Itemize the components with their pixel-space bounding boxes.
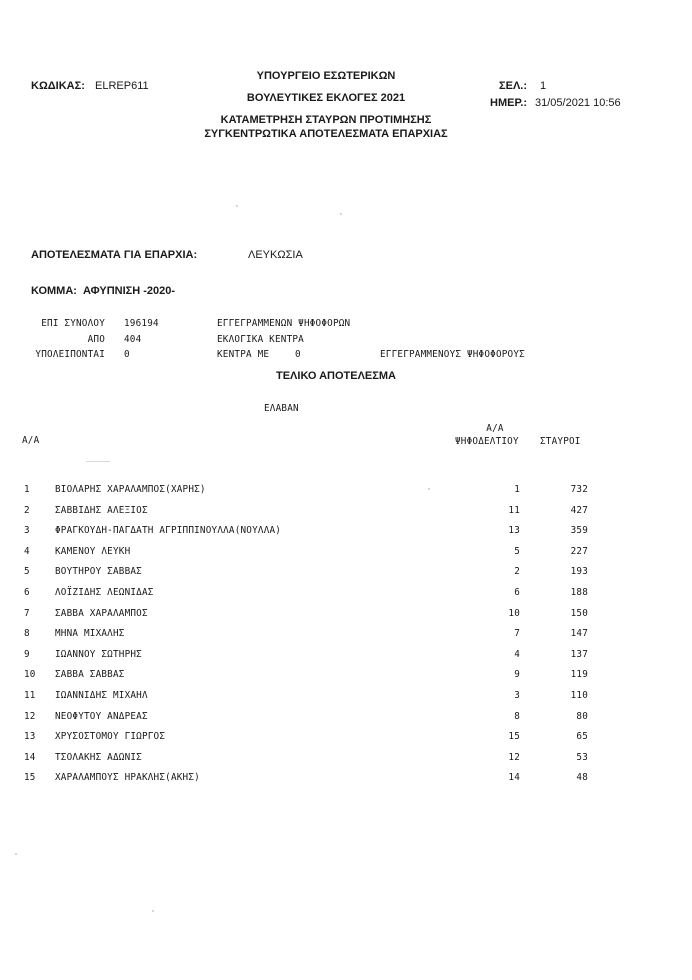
scan-speck [340,213,342,215]
table-row [0,649,692,665]
total-desc: ΕΓΓΕΓΡΑΜΜΕΝΩΝ ΨΗΦΟΦΟΡΩΝ [217,318,351,329]
row-number: 14 [24,751,36,763]
table-row [0,772,692,788]
row-number: 15 [24,772,36,784]
table-row [0,669,692,685]
ballot-number: 4 [514,648,520,660]
candidate-name: ΛΟΪΖΙΔΗΣ ΛΕΩΝΙΔΑΣ [55,587,154,598]
row-number: 13 [24,731,36,743]
final-result-title: ΤΕΛΙΚΟ ΑΠΟΤΕΛΕΣΜΑ [276,370,396,382]
row-number: 4 [24,545,30,557]
row-number: 5 [24,566,30,578]
ballot-number: 6 [514,587,520,598]
election-title: ΒΟΥΛΕΥΤΙΚΕΣ ΕΚΛΟΓΕΣ 2021 [246,92,406,104]
row-number: 9 [24,648,30,660]
centers-value: 0 [295,349,301,360]
vote-count: 150 [570,607,588,619]
remaining-label: ΥΠΟΛΕΙΠΟΝΤΑΙ [35,349,105,360]
table-row [0,525,692,541]
vote-count: 53 [576,751,588,763]
ballot-number: 9 [514,669,520,681]
row-number: 1 [24,484,30,495]
table-row [0,752,692,768]
ballot-number: 10 [508,607,520,619]
vote-count: 110 [570,690,588,701]
candidate-name: ΣΑΒΒΙΔΗΣ ΑΛΕΞΙΟΣ [55,504,148,516]
date-value: 31/05/2021 10:56 [535,97,621,109]
from-value: 404 [124,334,142,345]
ballot-number: 12 [508,751,520,763]
summary-title: ΣΥΓΚΕΝΤΡΩΤΙΚΑ ΑΠΟΤΕΛΕΣΜΑΤΑ ΕΠΑΡΧΙΑΣ [204,128,448,140]
party-value: ΑΦΥΠΝΙΣΗ -2020- [83,285,176,297]
table-row [0,546,692,562]
vote-count: 193 [570,566,588,578]
table-row [0,628,692,644]
vote-count: 427 [570,504,588,516]
vote-count: 227 [570,545,588,557]
page-value: 1 [540,80,547,92]
candidate-name: ΣΑΒΒΑ ΣΑΒΒΑΣ [55,669,125,681]
row-number: 10 [24,669,36,681]
vote-count: 137 [570,648,588,660]
row-number: 2 [24,504,30,516]
candidate-name: ΧΑΡΑΛΑΜΠΟΥΣ ΗΡΑΚΛΗΣ(ΑΚΗΣ) [55,772,200,784]
scan-speck [152,910,154,912]
table-row [0,711,692,727]
from-desc: ΕΚΛΟΓΙΚΑ ΚΕΝΤΡΑ [217,334,304,345]
vote-count: 732 [570,484,588,495]
row-number: 3 [24,525,30,537]
candidate-name: ΦΡΑΓΚΟΥΔΗ-ΠΑΓΔΑΤΗ ΑΓΡΙΠΠΙΝΟΥΛΛΑ(ΝΟΥΛΛΑ) [55,525,282,537]
count-title: ΚΑΤΑΜΕΤΡΗΣΗ ΣΤΑΥΡΩΝ ΠΡΟΤΙΜΗΣΗΣ [220,114,432,126]
party-label: ΚΟΜΜΑ: [31,285,77,297]
scan-speck [428,488,430,490]
vote-count: 65 [576,731,588,743]
district-value: ΛΕΥΚΩΣΙΑ [248,249,303,261]
district-label: ΑΠΟΤΕΛΕΣΜΑΤΑ ΓΙΑ ΕΠΑΡΧΙΑ: [31,249,198,261]
candidate-name: ΙΩΑΝΝΟΥ ΣΩΤΗΡΗΣ [55,648,142,660]
table-row [0,587,692,603]
code-value: ELREP611 [95,80,149,92]
vote-count: 119 [570,669,588,681]
centers-label: ΚΕΝΤΡΑ ΜΕ [217,349,270,360]
centers-desc: ΕΓΓΕΓΡΑΜΜΕΝΟΥΣ ΨΗΦΟΦΟΡΟΥΣ [380,349,525,360]
remaining-value: 0 [124,349,130,360]
candidate-name: ΚΑΜΕΝΟΥ ΛΕΥΚΗ [55,545,131,557]
ballot-number: 7 [514,628,520,640]
table-row [0,731,692,747]
date-label: ΗΜΕΡ.: [490,97,528,109]
table-row [0,608,692,624]
scan-mark [86,461,110,462]
row-number: 8 [24,628,30,640]
ballot-number: 8 [514,710,520,722]
ballot-number: 14 [508,772,520,784]
vote-count: 359 [570,525,588,537]
candidate-name: ΤΣΟΛΑΚΗΣ ΑΔΩΝΙΣ [55,751,142,763]
candidate-name: ΝΕΟΦΥΤΟΥ ΑΝΔΡΕΑΣ [55,710,148,722]
row-number: 11 [24,690,36,701]
candidate-name: ΜΗΝΑ ΜΙΧΑΛΗΣ [55,628,125,640]
ministry-title: ΥΠΟΥΡΓΕΙΟ ΕΣΩΤΕΡΙΚΩΝ [256,70,396,82]
ballot-number: 13 [508,525,520,537]
ballot-number: 2 [514,566,520,578]
scan-speck [15,853,17,855]
col-aa-header: Α/Α [22,435,40,446]
vote-count: 48 [576,772,588,784]
page-label: ΣΕΛ.: [499,80,527,92]
table-row [0,484,692,500]
received-label: ΕΛΑΒΑΝ [264,403,299,414]
col-ballot-header-top: Α/Α [486,423,504,434]
table-row [0,566,692,582]
col-votes-header: ΣΤΑΥΡΟΙ [540,436,581,447]
row-number: 12 [24,710,36,722]
code-label: ΚΩΔΙΚΑΣ: [31,80,85,92]
ballot-number: 11 [508,504,520,516]
vote-count: 188 [570,587,588,598]
ballot-number: 5 [514,545,520,557]
table-row [0,690,692,706]
from-label: ΑΠΟ [87,334,105,345]
ballot-number: 1 [514,484,520,495]
ballot-number: 3 [514,690,520,701]
total-value: 196194 [124,318,159,329]
scan-speck [236,205,238,207]
total-label: ΕΠΙ ΣΥΝΟΛΟΥ [41,318,105,329]
candidate-name: ΒΟΥΤΗΡΟΥ ΣΑΒΒΑΣ [55,566,142,578]
candidate-name: ΣΑΒΒΑ ΧΑΡΑΛΑΜΠΟΣ [55,607,148,619]
vote-count: 147 [570,628,588,640]
candidate-name: ΧΡΥΣΟΣΤΟΜΟΥ ΓΙΩΡΓΟΣ [55,731,166,743]
candidate-name: ΙΩΑΝΝΙΔΗΣ ΜΙΧΑΗΛ [55,690,148,701]
row-number: 7 [24,607,30,619]
vote-count: 80 [576,710,588,722]
candidate-name: ΒΙΟΛΑΡΗΣ ΧΑΡΑΛΑΜΠΟΣ(ΧΑΡΗΣ) [55,484,206,495]
ballot-number: 15 [508,731,520,743]
table-row [0,505,692,521]
col-ballot-header: ΨΗΦΟΔΕΛΤΙΟΥ [455,436,519,447]
row-number: 6 [24,587,30,598]
